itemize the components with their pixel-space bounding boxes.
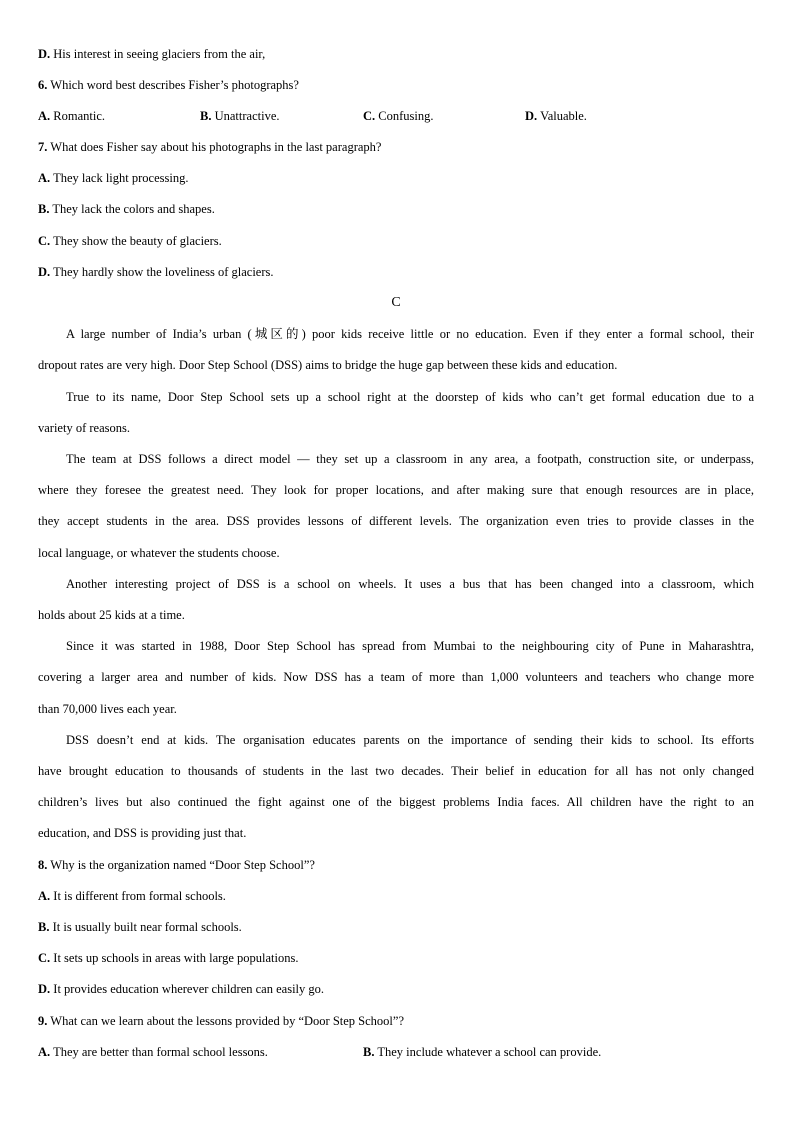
- passage-line: Since it was started in 1988, Door Step School has spread from Mumbai to the neighbouring city of Pune in Maharashtra,: [66, 639, 754, 653]
- passage-line: Another interesting project of DSS is a school on wheels. It uses a bus that has been changed into a classroom, which: [66, 577, 754, 591]
- q7-option-b: [38, 201, 215, 217]
- option-text: They are better than formal school lessons.: [53, 1045, 268, 1059]
- passage-line: dropout rates are very high. Door Step School (DSS) aims to bridge the huge gap between these kids and education.: [38, 358, 618, 372]
- option-label: D.: [38, 982, 51, 996]
- question-text: What can we learn about the lessons provided by “Door Step School”?: [50, 1014, 404, 1028]
- q8-option-c: [38, 950, 299, 966]
- passage-line: they accept students in the area. DSS provides lessons of different levels. The organization even tries to provide classes in the: [38, 514, 754, 528]
- option-label: C.: [38, 951, 51, 965]
- q6-option-c: [363, 108, 434, 124]
- passage-line: children’s lives but also continued the fight against one of the biggest problems India faces. All children have the right to an: [38, 795, 754, 809]
- option-label: A.: [38, 889, 51, 903]
- q8-option-d: [38, 981, 324, 997]
- option-label: B.: [200, 109, 212, 123]
- option-label: A.: [38, 1045, 51, 1059]
- option-text: It sets up schools in areas with large populations.: [53, 951, 299, 965]
- question-number: 9.: [38, 1014, 48, 1028]
- q8-option-a: [38, 888, 226, 904]
- q7-option-a: [38, 170, 188, 186]
- option-label: B.: [38, 202, 50, 216]
- option-label: A.: [38, 171, 51, 185]
- option-text: It is usually built near formal schools.: [52, 920, 242, 934]
- section-title: C: [391, 295, 401, 310]
- option-text: Unattractive.: [214, 109, 280, 123]
- passage-line: DSS doesn’t end at kids. The organisation educates parents on the importance of sending their kids to school. Its efforts: [66, 733, 754, 747]
- option-text: They show the beauty of glaciers.: [53, 234, 222, 248]
- option-text: Romantic.: [53, 109, 106, 123]
- question-number: 7.: [38, 140, 48, 154]
- q6-option-b: [200, 108, 280, 124]
- option-label: D.: [38, 265, 51, 279]
- passage-line: local language, or whatever the students choose.: [38, 546, 280, 560]
- q8-question: [38, 857, 315, 873]
- q7-option-c: [38, 233, 222, 249]
- q8-option-b: [38, 919, 242, 935]
- option-label: A.: [38, 109, 51, 123]
- option-text: Confusing.: [378, 109, 434, 123]
- option-text: Valuable.: [540, 109, 587, 123]
- q5-option-d: [38, 46, 265, 62]
- option-text: They hardly show the loveliness of glaciers.: [53, 265, 274, 279]
- option-text: His interest in seeing glaciers from the air,: [53, 47, 266, 61]
- passage-line: The team at DSS follows a direct model — they set up a classroom in any area, a footpath, construction site, or underpass,: [66, 452, 754, 466]
- q6-option-a: [38, 108, 105, 124]
- passage-line: covering a larger area and number of kids. Now DSS has a team of more than 1,000 volunteers and teachers who change more: [38, 670, 754, 684]
- option-label: B.: [363, 1045, 375, 1059]
- question-number: 8.: [38, 858, 48, 872]
- q7-option-d: [38, 264, 274, 280]
- q6-option-d: [525, 108, 587, 124]
- option-label: C.: [363, 109, 376, 123]
- option-text: They include whatever a school can provide.: [377, 1045, 602, 1059]
- question-text: What does Fisher say about his photographs in the last paragraph?: [50, 140, 382, 154]
- q9-question: [38, 1013, 404, 1029]
- q7-question: [38, 139, 381, 155]
- q6-question: [38, 77, 299, 93]
- passage-line: A large number of India’s urban (城区的) poor kids receive little or no education. Even if they enter a formal school, their: [66, 327, 754, 341]
- option-label: D.: [525, 109, 538, 123]
- question-number: 6.: [38, 78, 48, 92]
- question-text: Which word best describes Fisher’s photographs?: [50, 78, 299, 92]
- passage-line: holds about 25 kids at a time.: [38, 608, 185, 622]
- option-label: B.: [38, 920, 50, 934]
- passage-line: variety of reasons.: [38, 421, 130, 435]
- q9-option-b: [363, 1044, 601, 1060]
- option-text: It is different from formal schools.: [53, 889, 226, 903]
- option-text: They lack light processing.: [53, 171, 189, 185]
- passage-line: True to its name, Door Step School sets up a school right at the doorstep of kids who can’t get formal education due to a: [66, 390, 754, 404]
- question-text: Why is the organization named “Door Step School”?: [50, 858, 315, 872]
- passage-line: have brought education to thousands of students in the last two decades. Their belief in education for all has not only changed: [38, 764, 754, 778]
- passage-line: education, and DSS is providing just that.: [38, 826, 247, 840]
- option-text: It provides education wherever children can easily go.: [53, 982, 325, 996]
- passage-line: than 70,000 lives each year.: [38, 702, 177, 716]
- option-label: C.: [38, 234, 51, 248]
- option-text: They lack the colors and shapes.: [52, 202, 215, 216]
- q9-option-a: [38, 1044, 268, 1060]
- passage-line: where they foresee the greatest need. They look for proper locations, and after making sure that enough resources are in place,: [38, 483, 754, 497]
- option-label: D.: [38, 47, 51, 61]
